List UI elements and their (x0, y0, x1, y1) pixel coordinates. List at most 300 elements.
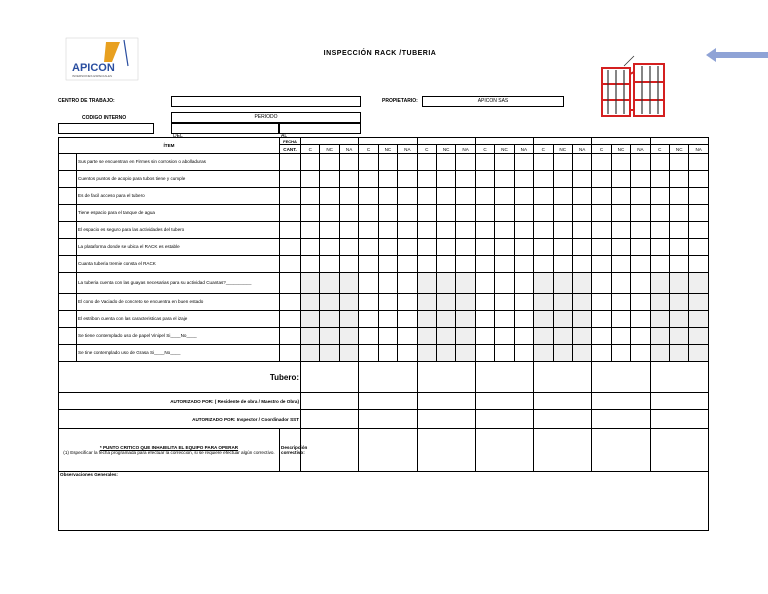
cant-cell[interactable] (280, 239, 301, 256)
check-cell[interactable] (689, 256, 708, 273)
check-cell[interactable] (689, 171, 708, 188)
check-cell[interactable] (650, 294, 669, 311)
check-cell[interactable] (553, 311, 572, 328)
check-cell[interactable] (650, 311, 669, 328)
check-cell[interactable] (611, 205, 630, 222)
cant-cell[interactable] (280, 222, 301, 239)
date-input-cell[interactable] (359, 138, 417, 145)
check-cell[interactable] (398, 345, 417, 362)
signature-cell[interactable] (592, 393, 650, 410)
date-input-cell[interactable] (534, 138, 592, 145)
check-cell[interactable] (495, 239, 514, 256)
check-cell[interactable] (456, 205, 475, 222)
check-cell[interactable] (320, 205, 339, 222)
check-cell[interactable] (514, 171, 533, 188)
signature-cell[interactable] (650, 410, 708, 429)
check-cell[interactable] (398, 294, 417, 311)
check-cell[interactable] (339, 256, 358, 273)
check-cell[interactable] (534, 273, 553, 294)
check-cell[interactable] (417, 256, 436, 273)
cant-cell[interactable] (280, 328, 301, 345)
check-cell[interactable] (436, 188, 455, 205)
periodo-al-field[interactable] (279, 123, 361, 139)
check-cell[interactable] (650, 171, 669, 188)
check-cell[interactable] (436, 294, 455, 311)
check-cell[interactable] (378, 294, 397, 311)
check-cell[interactable] (650, 345, 669, 362)
check-cell[interactable] (436, 205, 455, 222)
check-cell[interactable] (553, 171, 572, 188)
check-cell[interactable] (456, 188, 475, 205)
signature-cell[interactable] (475, 393, 533, 410)
check-cell[interactable] (378, 239, 397, 256)
check-cell[interactable] (339, 222, 358, 239)
check-cell[interactable] (572, 171, 591, 188)
check-cell[interactable] (495, 188, 514, 205)
check-cell[interactable] (670, 171, 689, 188)
check-cell[interactable] (631, 205, 650, 222)
check-cell[interactable] (339, 171, 358, 188)
check-cell[interactable] (592, 256, 611, 273)
check-cell[interactable] (378, 328, 397, 345)
check-cell[interactable] (417, 239, 436, 256)
check-cell[interactable] (650, 256, 669, 273)
date-input-cell[interactable] (417, 138, 475, 145)
check-cell[interactable] (670, 311, 689, 328)
signature-cell[interactable] (301, 410, 359, 429)
check-cell[interactable] (339, 205, 358, 222)
check-cell[interactable] (456, 294, 475, 311)
check-cell[interactable] (689, 345, 708, 362)
signature-cell[interactable] (359, 393, 417, 410)
check-cell[interactable] (592, 345, 611, 362)
check-cell[interactable] (359, 239, 378, 256)
signature-cell[interactable] (359, 362, 417, 393)
check-cell[interactable] (475, 222, 494, 239)
signature-cell[interactable] (534, 362, 592, 393)
check-cell[interactable] (339, 239, 358, 256)
check-cell[interactable] (650, 205, 669, 222)
check-cell[interactable] (650, 273, 669, 294)
cant-cell[interactable] (280, 294, 301, 311)
cant-cell[interactable] (280, 273, 301, 294)
check-cell[interactable] (456, 154, 475, 171)
check-cell[interactable] (631, 311, 650, 328)
propietario-field[interactable]: APICON SAS (422, 96, 564, 107)
check-cell[interactable] (320, 345, 339, 362)
check-cell[interactable] (436, 345, 455, 362)
check-cell[interactable] (534, 294, 553, 311)
check-cell[interactable] (689, 239, 708, 256)
check-cell[interactable] (572, 311, 591, 328)
check-cell[interactable] (495, 171, 514, 188)
check-cell[interactable] (417, 345, 436, 362)
check-cell[interactable] (475, 154, 494, 171)
check-cell[interactable] (378, 171, 397, 188)
check-cell[interactable] (495, 256, 514, 273)
check-cell[interactable] (301, 273, 320, 294)
check-cell[interactable] (689, 273, 708, 294)
check-cell[interactable] (339, 188, 358, 205)
check-cell[interactable] (592, 273, 611, 294)
check-cell[interactable] (378, 256, 397, 273)
check-cell[interactable] (495, 294, 514, 311)
check-cell[interactable] (631, 294, 650, 311)
check-cell[interactable] (592, 222, 611, 239)
check-cell[interactable] (572, 239, 591, 256)
check-cell[interactable] (689, 222, 708, 239)
check-cell[interactable] (611, 328, 630, 345)
check-cell[interactable] (417, 328, 436, 345)
check-cell[interactable] (378, 345, 397, 362)
check-cell[interactable] (514, 273, 533, 294)
check-cell[interactable] (301, 311, 320, 328)
check-cell[interactable] (689, 311, 708, 328)
date-input-cell[interactable] (301, 138, 359, 145)
check-cell[interactable] (359, 345, 378, 362)
check-cell[interactable] (475, 311, 494, 328)
check-cell[interactable] (631, 345, 650, 362)
check-cell[interactable] (436, 256, 455, 273)
check-cell[interactable] (475, 273, 494, 294)
check-cell[interactable] (670, 188, 689, 205)
check-cell[interactable] (534, 205, 553, 222)
check-cell[interactable] (456, 345, 475, 362)
check-cell[interactable] (611, 171, 630, 188)
check-cell[interactable] (320, 239, 339, 256)
check-cell[interactable] (339, 311, 358, 328)
check-cell[interactable] (301, 294, 320, 311)
check-cell[interactable] (378, 154, 397, 171)
check-cell[interactable] (417, 171, 436, 188)
signature-cell[interactable] (534, 393, 592, 410)
signature-cell[interactable] (534, 410, 592, 429)
check-cell[interactable] (339, 294, 358, 311)
check-cell[interactable] (534, 188, 553, 205)
date-input-cell[interactable] (475, 138, 533, 145)
signature-cell[interactable] (475, 410, 533, 429)
check-cell[interactable] (592, 188, 611, 205)
check-cell[interactable] (592, 328, 611, 345)
date-input-cell[interactable] (650, 138, 708, 145)
check-cell[interactable] (475, 345, 494, 362)
check-cell[interactable] (631, 154, 650, 171)
check-cell[interactable] (553, 328, 572, 345)
check-cell[interactable] (301, 345, 320, 362)
check-cell[interactable] (572, 273, 591, 294)
check-cell[interactable] (650, 222, 669, 239)
check-cell[interactable] (514, 256, 533, 273)
check-cell[interactable] (456, 171, 475, 188)
check-cell[interactable] (398, 205, 417, 222)
check-cell[interactable] (301, 205, 320, 222)
signature-cell[interactable] (417, 393, 475, 410)
check-cell[interactable] (572, 222, 591, 239)
check-cell[interactable] (456, 239, 475, 256)
signature-cell[interactable] (301, 393, 359, 410)
check-cell[interactable] (378, 205, 397, 222)
check-cell[interactable] (475, 188, 494, 205)
check-cell[interactable] (611, 188, 630, 205)
check-cell[interactable] (378, 222, 397, 239)
check-cell[interactable] (670, 154, 689, 171)
check-cell[interactable] (572, 294, 591, 311)
check-cell[interactable] (456, 311, 475, 328)
check-cell[interactable] (398, 154, 417, 171)
check-cell[interactable] (514, 239, 533, 256)
check-cell[interactable] (359, 256, 378, 273)
check-cell[interactable] (631, 256, 650, 273)
check-cell[interactable] (534, 171, 553, 188)
check-cell[interactable] (398, 239, 417, 256)
check-cell[interactable] (611, 273, 630, 294)
correctivo-cell[interactable] (301, 429, 359, 472)
check-cell[interactable] (553, 294, 572, 311)
check-cell[interactable] (359, 222, 378, 239)
check-cell[interactable] (592, 294, 611, 311)
check-cell[interactable] (398, 311, 417, 328)
check-cell[interactable] (670, 345, 689, 362)
cant-cell[interactable] (280, 311, 301, 328)
check-cell[interactable] (514, 311, 533, 328)
check-cell[interactable] (670, 239, 689, 256)
check-cell[interactable] (436, 311, 455, 328)
check-cell[interactable] (359, 294, 378, 311)
check-cell[interactable] (572, 256, 591, 273)
check-cell[interactable] (301, 222, 320, 239)
check-cell[interactable] (339, 328, 358, 345)
check-cell[interactable] (514, 205, 533, 222)
check-cell[interactable] (417, 311, 436, 328)
check-cell[interactable] (495, 311, 514, 328)
check-cell[interactable] (475, 205, 494, 222)
check-cell[interactable] (320, 171, 339, 188)
check-cell[interactable] (611, 256, 630, 273)
check-cell[interactable] (534, 345, 553, 362)
check-cell[interactable] (359, 171, 378, 188)
check-cell[interactable] (534, 328, 553, 345)
check-cell[interactable] (475, 239, 494, 256)
cant-cell[interactable] (280, 345, 301, 362)
check-cell[interactable] (456, 273, 475, 294)
check-cell[interactable] (553, 273, 572, 294)
check-cell[interactable] (398, 328, 417, 345)
check-cell[interactable] (553, 239, 572, 256)
check-cell[interactable] (398, 256, 417, 273)
correctivo-cell[interactable] (359, 429, 417, 472)
check-cell[interactable] (378, 188, 397, 205)
check-cell[interactable] (553, 188, 572, 205)
back-arrow-icon[interactable] (706, 48, 768, 62)
check-cell[interactable] (534, 256, 553, 273)
check-cell[interactable] (301, 171, 320, 188)
check-cell[interactable] (417, 154, 436, 171)
correctivo-cell[interactable] (475, 429, 533, 472)
check-cell[interactable] (592, 311, 611, 328)
check-cell[interactable] (650, 328, 669, 345)
check-cell[interactable] (689, 328, 708, 345)
check-cell[interactable] (475, 171, 494, 188)
check-cell[interactable] (514, 154, 533, 171)
check-cell[interactable] (320, 222, 339, 239)
check-cell[interactable] (320, 154, 339, 171)
check-cell[interactable] (378, 273, 397, 294)
check-cell[interactable] (475, 294, 494, 311)
signature-cell[interactable] (417, 410, 475, 429)
check-cell[interactable] (631, 328, 650, 345)
signature-cell[interactable] (592, 410, 650, 429)
check-cell[interactable] (670, 294, 689, 311)
codigo-interno-field[interactable] (58, 123, 154, 134)
check-cell[interactable] (359, 328, 378, 345)
check-cell[interactable] (514, 188, 533, 205)
check-cell[interactable] (514, 222, 533, 239)
check-cell[interactable] (339, 345, 358, 362)
check-cell[interactable] (339, 273, 358, 294)
check-cell[interactable] (689, 294, 708, 311)
check-cell[interactable] (320, 273, 339, 294)
check-cell[interactable] (417, 188, 436, 205)
check-cell[interactable] (320, 328, 339, 345)
check-cell[interactable] (572, 328, 591, 345)
check-cell[interactable] (534, 222, 553, 239)
check-cell[interactable] (650, 188, 669, 205)
check-cell[interactable] (611, 239, 630, 256)
check-cell[interactable] (320, 256, 339, 273)
signature-cell[interactable] (359, 410, 417, 429)
check-cell[interactable] (611, 222, 630, 239)
check-cell[interactable] (534, 154, 553, 171)
check-cell[interactable] (320, 311, 339, 328)
check-cell[interactable] (592, 205, 611, 222)
check-cell[interactable] (650, 154, 669, 171)
centro-trabajo-field[interactable] (171, 96, 361, 107)
check-cell[interactable] (417, 294, 436, 311)
check-cell[interactable] (495, 345, 514, 362)
check-cell[interactable] (689, 154, 708, 171)
correctivo-cell[interactable] (417, 429, 475, 472)
check-cell[interactable] (475, 256, 494, 273)
check-cell[interactable] (534, 239, 553, 256)
signature-cell[interactable] (592, 362, 650, 393)
check-cell[interactable] (436, 239, 455, 256)
signature-cell[interactable] (475, 362, 533, 393)
check-cell[interactable] (475, 328, 494, 345)
check-cell[interactable] (650, 239, 669, 256)
cant-cell[interactable] (280, 171, 301, 188)
check-cell[interactable] (301, 256, 320, 273)
check-cell[interactable] (456, 256, 475, 273)
cant-cell[interactable] (280, 188, 301, 205)
signature-cell[interactable] (650, 362, 708, 393)
check-cell[interactable] (553, 256, 572, 273)
check-cell[interactable] (456, 222, 475, 239)
check-cell[interactable] (553, 345, 572, 362)
check-cell[interactable] (514, 345, 533, 362)
check-cell[interactable] (553, 222, 572, 239)
check-cell[interactable] (495, 273, 514, 294)
check-cell[interactable] (495, 222, 514, 239)
signature-cell[interactable] (417, 362, 475, 393)
check-cell[interactable] (301, 188, 320, 205)
check-cell[interactable] (670, 273, 689, 294)
check-cell[interactable] (301, 239, 320, 256)
check-cell[interactable] (417, 205, 436, 222)
date-input-cell[interactable] (592, 138, 650, 145)
check-cell[interactable] (398, 188, 417, 205)
check-cell[interactable] (495, 154, 514, 171)
check-cell[interactable] (398, 222, 417, 239)
check-cell[interactable] (631, 239, 650, 256)
check-cell[interactable] (359, 311, 378, 328)
check-cell[interactable] (301, 154, 320, 171)
check-cell[interactable] (572, 188, 591, 205)
check-cell[interactable] (398, 171, 417, 188)
check-cell[interactable] (553, 154, 572, 171)
check-cell[interactable] (611, 154, 630, 171)
check-cell[interactable] (495, 328, 514, 345)
check-cell[interactable] (631, 188, 650, 205)
check-cell[interactable] (359, 273, 378, 294)
check-cell[interactable] (320, 294, 339, 311)
check-cell[interactable] (592, 239, 611, 256)
check-cell[interactable] (359, 205, 378, 222)
check-cell[interactable] (572, 154, 591, 171)
correctivo-cell[interactable] (650, 429, 708, 472)
check-cell[interactable] (611, 345, 630, 362)
check-cell[interactable] (495, 205, 514, 222)
signature-cell[interactable] (650, 393, 708, 410)
check-cell[interactable] (339, 154, 358, 171)
check-cell[interactable] (631, 222, 650, 239)
cant-cell[interactable] (280, 256, 301, 273)
check-cell[interactable] (436, 222, 455, 239)
check-cell[interactable] (417, 222, 436, 239)
check-cell[interactable] (611, 311, 630, 328)
check-cell[interactable] (534, 311, 553, 328)
check-cell[interactable] (553, 205, 572, 222)
check-cell[interactable] (359, 188, 378, 205)
signature-cell[interactable] (301, 362, 359, 393)
check-cell[interactable] (378, 311, 397, 328)
check-cell[interactable] (514, 328, 533, 345)
check-cell[interactable] (436, 273, 455, 294)
check-cell[interactable] (670, 328, 689, 345)
check-cell[interactable] (592, 154, 611, 171)
check-cell[interactable] (611, 294, 630, 311)
check-cell[interactable] (670, 222, 689, 239)
check-cell[interactable] (456, 328, 475, 345)
check-cell[interactable] (670, 205, 689, 222)
check-cell[interactable] (592, 171, 611, 188)
check-cell[interactable] (689, 188, 708, 205)
check-cell[interactable] (514, 294, 533, 311)
check-cell[interactable] (436, 328, 455, 345)
check-cell[interactable] (436, 154, 455, 171)
observaciones-field[interactable]: Observaciones Generales: (59, 472, 709, 531)
check-cell[interactable] (631, 273, 650, 294)
check-cell[interactable] (436, 171, 455, 188)
check-cell[interactable] (417, 273, 436, 294)
check-cell[interactable] (359, 154, 378, 171)
check-cell[interactable] (670, 256, 689, 273)
cant-cell[interactable] (280, 154, 301, 171)
check-cell[interactable] (301, 328, 320, 345)
check-cell[interactable] (572, 345, 591, 362)
check-cell[interactable] (631, 171, 650, 188)
check-cell[interactable] (572, 205, 591, 222)
check-cell[interactable] (320, 188, 339, 205)
